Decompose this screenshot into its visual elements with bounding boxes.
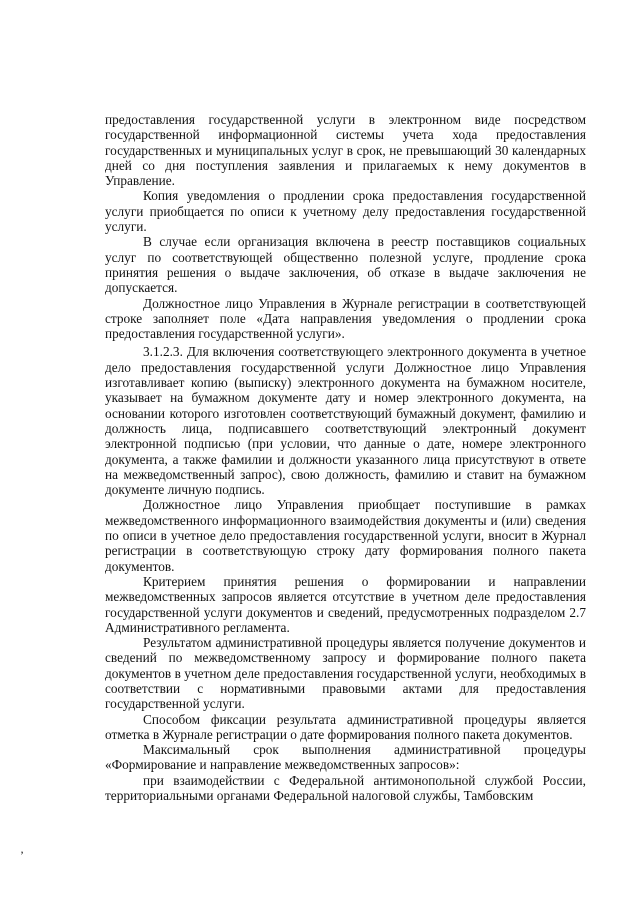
paragraph-max-term: Максимальный срок выполнения административной процедуры «Формирование и направление межведомственных запросов»:	[105, 742, 586, 773]
paragraph-continuation: предоставления государственной услуги в электронном виде посредством государственной информационной системы учета хода предоставления государственных и муниципальных услуг в срок, не превышающий 30 календарных дней со дня поступления заявления и прилагаемых к нему документов в Управление.	[105, 112, 586, 189]
margin-mark: ’	[20, 848, 24, 862]
paragraph-registry-case: В случае если организация включена в реестр поставщиков социальных услуг по соответствующей общественно полезной услуге, продление срока принятия решения о выдаче заключения, об отказе в выдаче заключения не допускается.	[105, 234, 586, 296]
paragraph-result: Результатом административной процедуры является получение документов и сведений по межведомственному запросу и формирование полного пакета документов в учетном деле предоставления государственной услуги, необходимых в соответствии с нормативными правовыми актами для предоставления государственной услуги.	[105, 635, 586, 712]
paragraph-fixation-method: Способом фиксации результата административной процедуры является отметка в Журнале регистрации о дате формирования полного пакета документов.	[105, 711, 586, 742]
paragraph-interaction: при взаимодействии с Федеральной антимонопольной службой России, территориальными органами Федеральной налоговой службы, Тамбовским	[105, 772, 586, 804]
paragraph-notice-copy: Копия уведомления о продлении срока предоставления государственной услуги приобщается по описи к учетному делу предоставления государственной услуги.	[105, 188, 586, 235]
paragraph-criterion: Критерием принятия решения о формировании и направлении межведомственных запросов является отсутствие в учетном деле предоставления государственной услуги документов и сведений, предусмотренных подразделом 2.7 Административного регламента.	[105, 573, 586, 635]
paragraph-3-1-2-3: 3.1.2.3. Для включения соответствующего электронного документа в учетное дело предоставления государственной услуги Должностное лицо Управления изготавливает копию (выписку) электронного документа на бумажном носителе, указывает на бумажном документе дату и номер электронного документа, на основании которого изготовлен соответствующий бумажный документ, фамилию и должность лица, подписавшего соответствующий электронный документ электронной подписью (при условии, что данные о дате, номере электронного документа, а также фамилии и должности указанного лица присутствуют в ответе на межведомственный запрос), свою должность, фамилию и ставит на бумажном документе личную подпись.	[105, 344, 586, 498]
paragraph-official-attaches: Должностное лицо Управления приобщает поступившие в рамках межведомственного информационного взаимодействия документы и (или) сведения по описи в учетное дело предоставления государственной услуги, вносит в Журнал регистрации в соответствующую строку дату формирования полного пакета документов.	[105, 497, 586, 574]
paragraph-journal-entry: Должностное лицо Управления в Журнале регистрации в соответствующей строке заполняет поле «Дата направления уведомления о продлении срока предоставления государственной услуги».	[105, 295, 586, 342]
